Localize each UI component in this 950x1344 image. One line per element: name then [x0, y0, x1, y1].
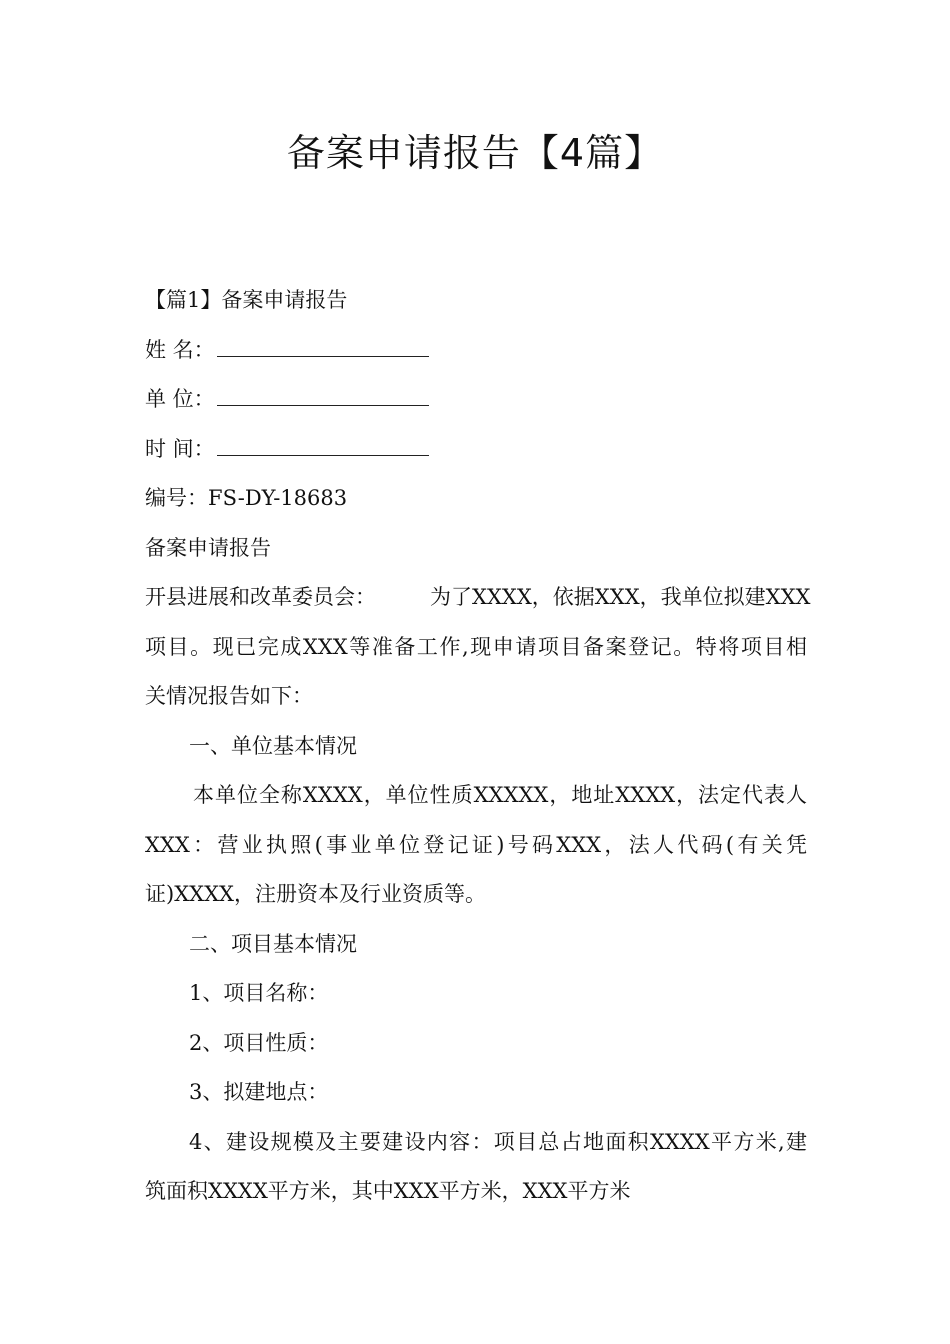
section1-line-3: 证)XXXX，注册资本及行业资质等。	[145, 882, 486, 906]
section2-item-1: 1、项目名称：	[189, 981, 329, 1005]
unit-field	[145, 375, 807, 425]
intro-line-1	[145, 573, 811, 623]
document-number: 编号：FS-DY-18683	[145, 486, 348, 510]
document-body	[145, 276, 811, 1217]
intro-line-3: 关情况报告如下：	[145, 684, 313, 708]
addressee: 开县进展和改革委员会：	[145, 585, 376, 609]
unit-blank	[217, 381, 429, 406]
time-field	[145, 425, 807, 475]
section1-line-1: 本单位全称XXXX，单位性质XXXXX，地址XXXX，法定代表人	[193, 783, 807, 807]
section2-heading: 二、项目基本情况	[189, 931, 357, 956]
section2-item-4-line-2: 筑面积XXXX平方米，其中XXX平方米，XXX平方米	[145, 1179, 631, 1203]
section2-item-3: 3、拟建地点：	[189, 1080, 329, 1104]
section2-item-4-line-1: 4、建设规模及主要建设内容：项目总占地面积XXXX平方米,建	[189, 1129, 807, 1154]
document-subtitle: 备案申请报告	[145, 535, 271, 560]
section1-heading: 一、单位基本情况	[189, 733, 357, 758]
name-label: 姓 名：	[145, 337, 215, 362]
time-label: 时 间：	[145, 436, 215, 461]
section2-item-2: 2、项目性质：	[189, 1030, 329, 1055]
name-field	[145, 326, 807, 376]
intro-line-1-text: 为了XXXX，依据XXX，我单位拟建XXX	[430, 585, 811, 609]
name-blank	[217, 332, 429, 357]
section-heading: 【篇1】备案申请报告	[145, 288, 348, 312]
section1-line-2: XXX：营业执照(事业单位登记证)号码XXX，法人代码(有关凭	[145, 832, 807, 857]
unit-label: 单 位：	[145, 387, 215, 411]
intro-line-2: 项目。现已完成XXX等准备工作,现申请项目备案登记。特将项目相	[145, 634, 807, 659]
time-blank	[217, 431, 429, 456]
document-title: 备案申请报告【4篇】	[286, 131, 664, 175]
